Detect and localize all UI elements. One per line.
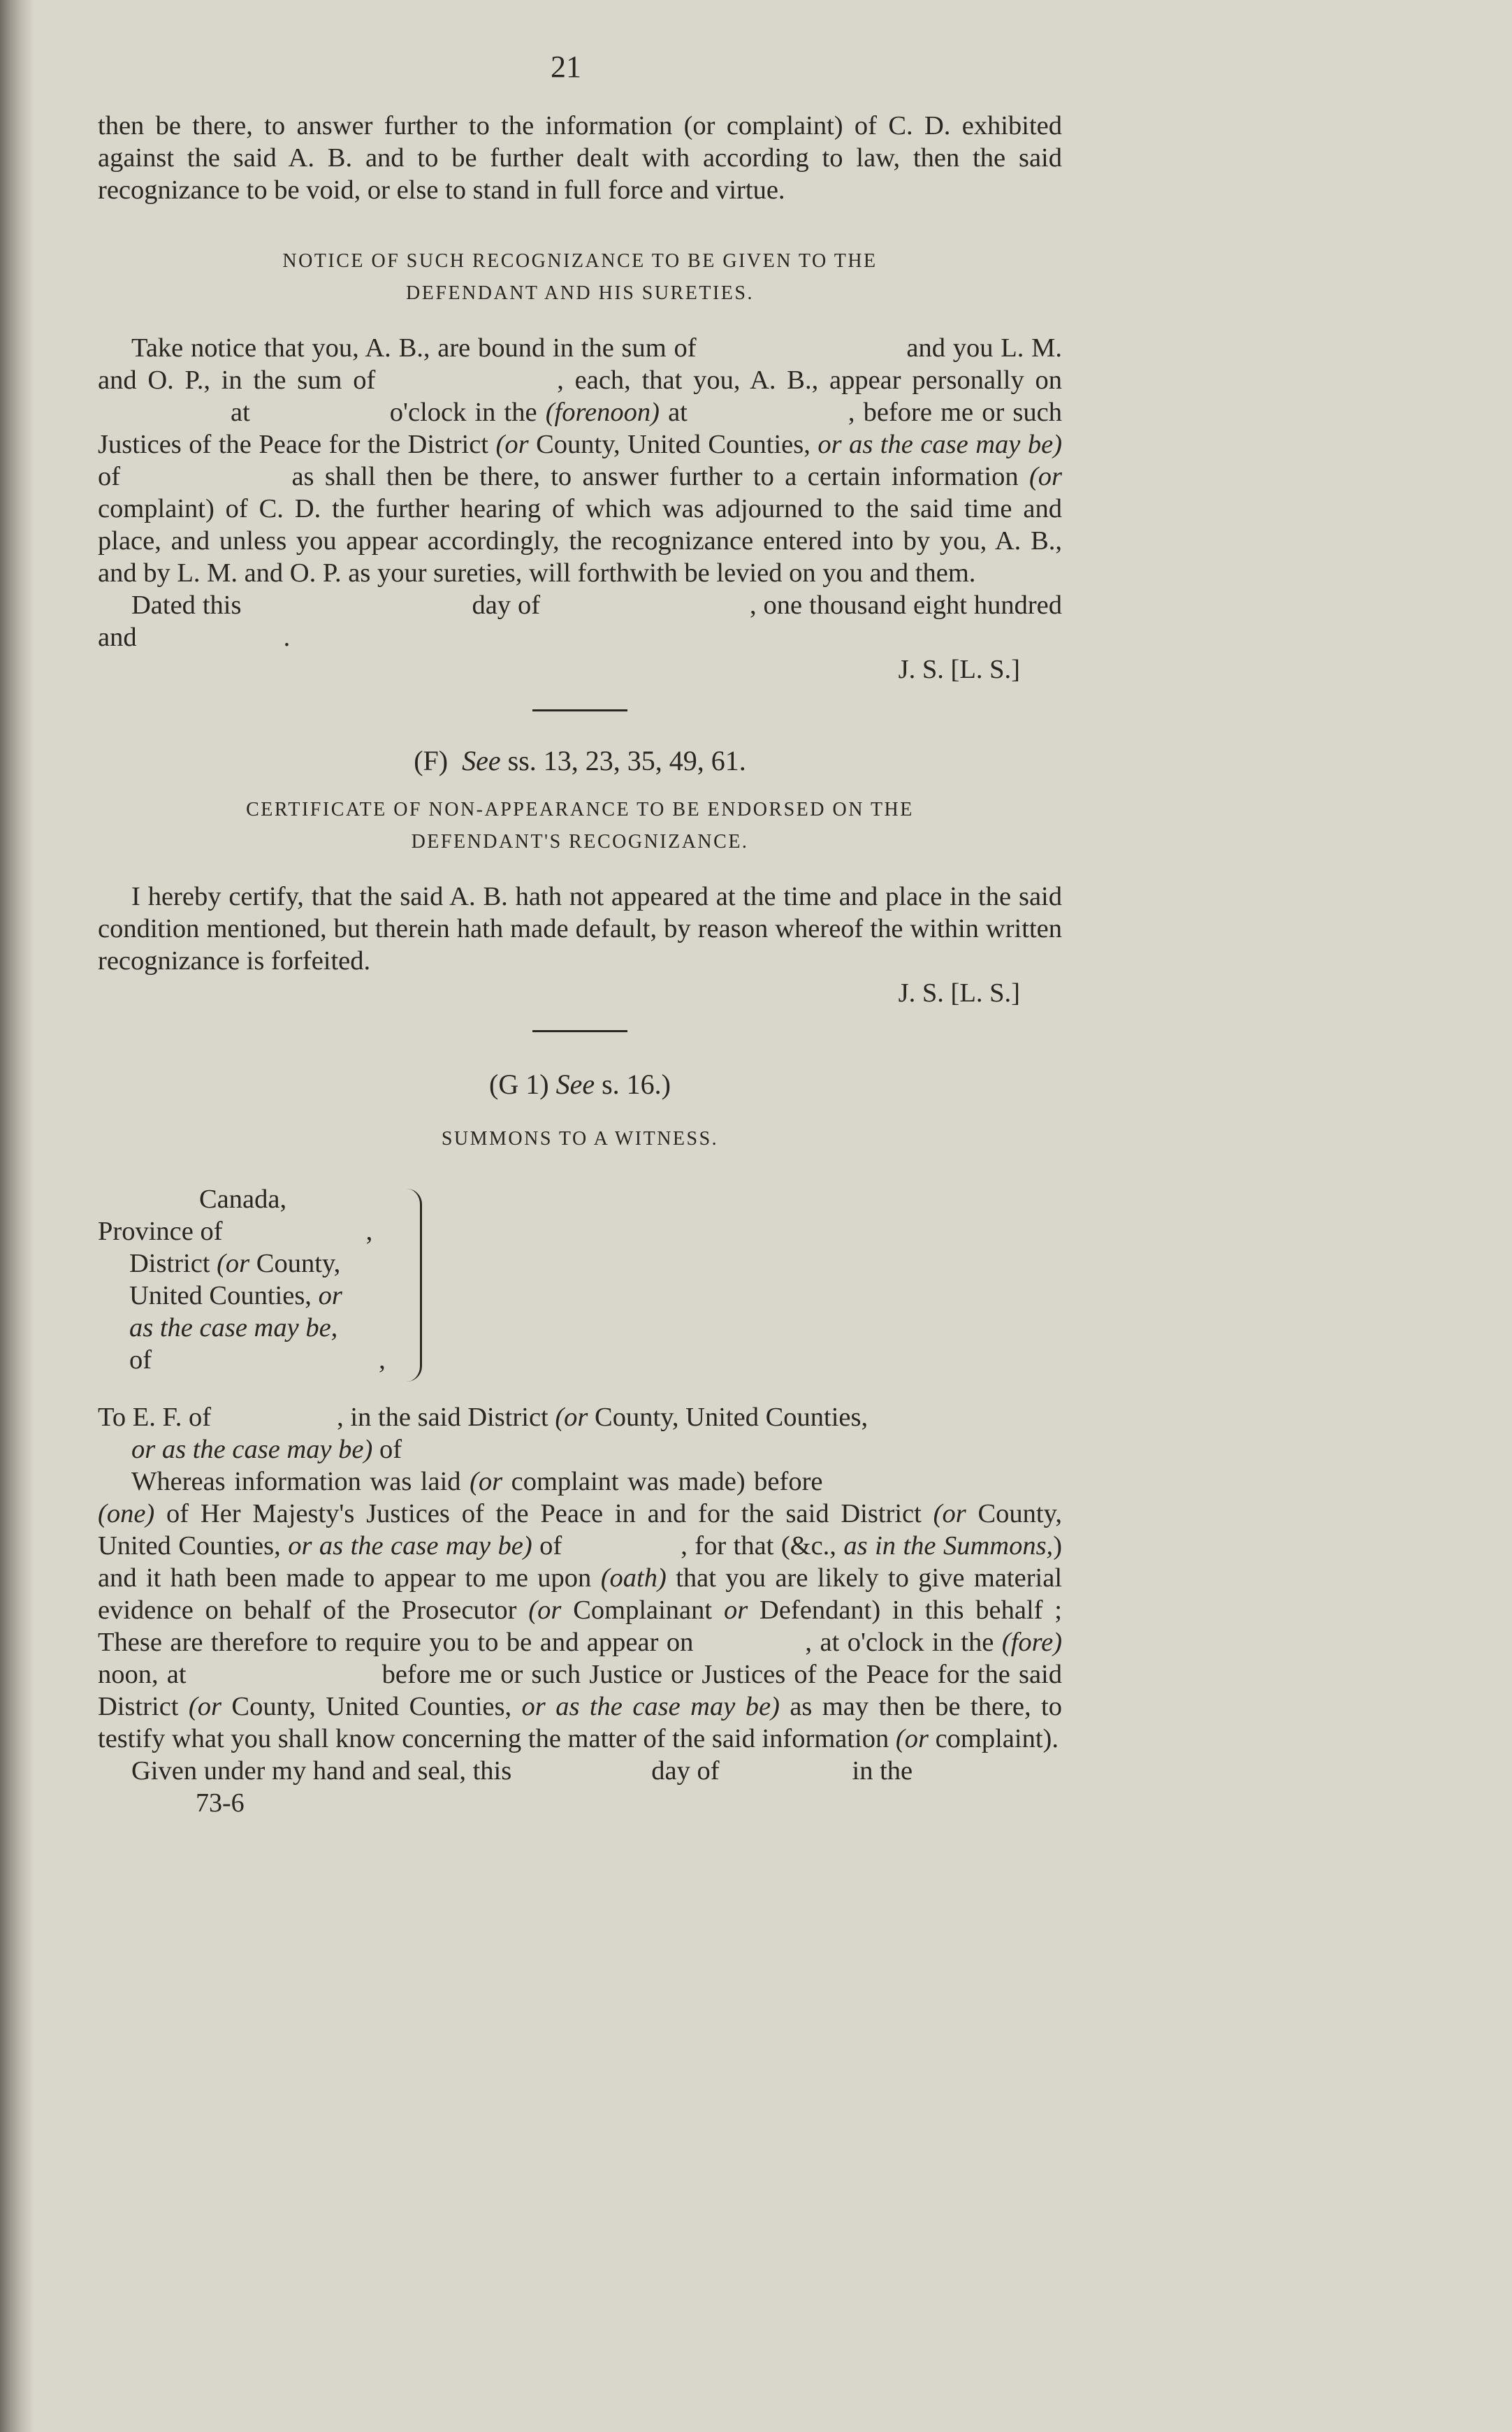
page-number: 21 [551, 50, 581, 84]
notice-heading-line-1: NOTICE OF SUCH RECOGNIZANCE TO BE GIVEN TO THE [282, 250, 878, 272]
summons-addressee: To E. F. of , in the said District (or County, United Counties, or as the case may be) of [98, 1403, 868, 1464]
notice-signature: J. S. [L. S.] [898, 655, 1020, 684]
notice-heading-line-2: DEFENDANT AND HIS SURETIES. [406, 282, 754, 304]
signature-mark: 73-6 [196, 1788, 245, 1818]
form-f-signature: J. S. [L. S.] [898, 978, 1020, 1008]
venue-block: Canada, Province of , District (or County, United Counties, or as the case may be, of , [98, 1183, 426, 1376]
form-g1-title: (G 1) See s. 16.) [489, 1069, 671, 1100]
summons-given-line: Given under my hand and seal, this day of in the [131, 1756, 913, 1786]
summons-body: Whereas information was laid (or complaint was made) before (one) of Her Majesty's Justices of the Peace in and for the said District (or County, United Counties, or as the case may be) of , for that (&c., as in the Summons,) and it hath been made to appear to me upon (oath) that you are likely to give material evidence on behalf of the Prosecutor (or Complainant or Defendant) in this behalf ; These are therefore to require you to be and appear on , at o'clock in the (fore) noon, at before me or such Justice or Justices of the Peace for the said District (or County, United Counties, or as the case may be) as may then be there, to testify what you shall know concerning the matter of the said information (or complaint). [98, 1467, 1063, 1753]
form-f-heading-line-1: CERTIFICATE OF NON-APPEARANCE TO BE ENDORSED ON THE [246, 799, 914, 820]
notice-paragraph: Take notice that you, A. B., are bound in the sum of and you L. M. and O. P., in the sum of , each, that you, A. B., appear personally onat o'clock in the (forenoon) at , before me or such Justices of the Peace for the District (or County, United Counties, or as the case may be) of as shall then be there, to answer further to a certain information (or complaint) of C. D. the further hearing of which was adjourned to the said time and place, and unless you appear accordingly, the recognizance entered into by you, A. B., and by L. M. and O. P. as your sureties, will forthwith be levied on you and them. [98, 333, 1063, 588]
form-f-certificate-text: I hereby certify, that the said A. B. hath not appeared at the time and place in the said condition mentioned, but therein hath made default, by reason whereof the within written recognizance is forfeited. [98, 882, 1062, 976]
form-f-heading-line-2: DEFENDANT'S RECOGNIZANCE. [411, 831, 749, 853]
continued-paragraph: then be there, to answer further to the information (or complaint) of C. D. exhibited against the said A. B. and to be further dealt with according to law, then the said recognizance to be void, or else to stand in full force and virtue. [98, 111, 1062, 205]
notice-dated-line: Dated this day of , one thousand eight hundred and . [98, 591, 1062, 652]
venue-brace [402, 1189, 422, 1382]
form-f-title: (F) See ss. 13, 23, 35, 49, 61. [414, 745, 746, 776]
form-g1-heading: SUMMONS TO A WITNESS. [441, 1128, 719, 1150]
book-spine-shadow [0, 0, 34, 2432]
document-page [98, 49, 1062, 1819]
